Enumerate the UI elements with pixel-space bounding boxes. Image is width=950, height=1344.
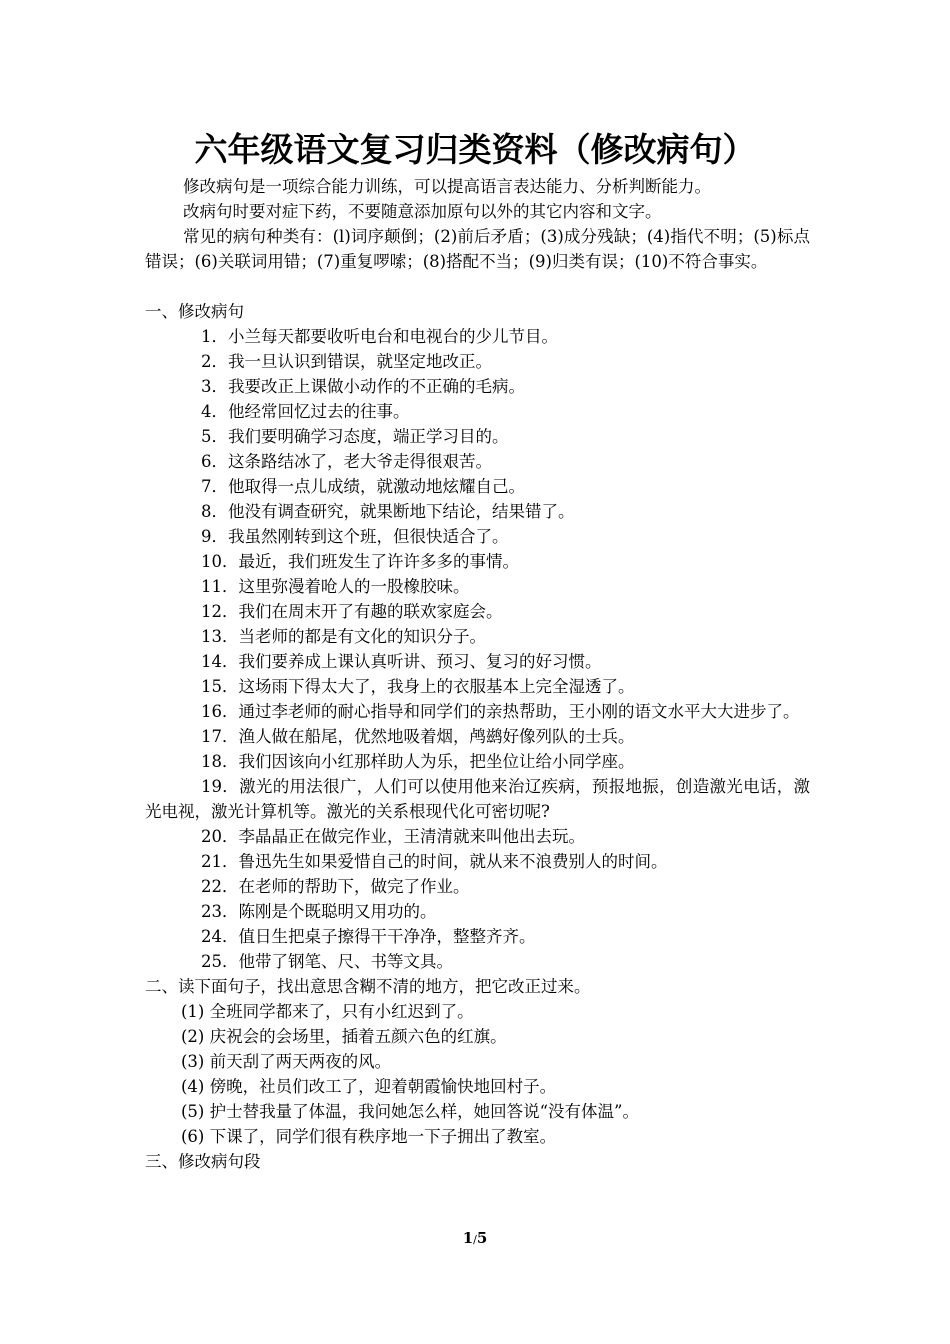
intro-paragraph: 常见的病句种类有：(l)词序颠倒；(2)前后矛盾；(3)成分残缺；(4)指代不明；(5)标点错误；(6)关联词用错；(7)重复啰嗦；(8)搭配不当；(9)归类有误；(10)不符合事实。: [145, 227, 810, 271]
exercise-item: 13．当老师的都是有文化的知识分子。: [201, 627, 486, 646]
exercise-item: 25．他带了钢笔、尺、书等文具。: [201, 952, 453, 971]
page-number: [0, 1228, 950, 1250]
exercise-item: 16．通过李老师的耐心指导和同学们的亲热帮助，王小刚的语文水平大大进步了。: [201, 702, 800, 721]
intro-paragraph: 改病句时要对症下药，不要随意添加原句以外的其它内容和文字。: [183, 202, 662, 221]
exercise-item: 23．陈刚是个既聪明又用功的。: [201, 902, 437, 921]
exercise-item: 21．鲁迅先生如果爱惜自己的时间，就从来不浪费别人的时间。: [201, 852, 668, 871]
exercise-item: 3．我要改正上课做小动作的不正确的毛病。: [201, 377, 525, 396]
exercise-item: (4) 傍晚，社员们改工了，迎着朝霞愉快地回村子。: [181, 1077, 557, 1096]
exercise-item: (3) 前天刮了两天两夜的风。: [181, 1052, 392, 1071]
exercise-item: (6) 下课了，同学们很有秩序地一下子拥出了教室。: [181, 1127, 557, 1146]
intro-paragraph: 修改病句是一项综合能力训练，可以提高语言表达能力、分析判断能力。: [183, 177, 711, 196]
exercise-item: 10．最近，我们班发生了许许多多的事情。: [201, 552, 519, 571]
current-page: 1: [462, 1229, 474, 1247]
exercise-item: 15．这场雨下得太大了，我身上的衣服基本上完全湿透了。: [201, 677, 635, 696]
section-heading: 一、修改病句: [145, 302, 244, 321]
exercise-item: 5．我们要明确学习态度，端正学习目的。: [201, 427, 509, 446]
blank-line: [145, 274, 810, 299]
document-body: [145, 174, 810, 1174]
exercise-item: 11．这里弥漫着呛人的一股橡胶味。: [201, 577, 470, 596]
exercise-item: 12．我们在周末开了有趣的联欢家庭会。: [201, 602, 503, 621]
exercise-item: 17．渔人做在船尾，优然地吸着烟，鸬鹚好像列队的士兵。: [201, 727, 635, 746]
exercise-item: 14．我们要养成上课认真听讲、预习、复习的好习惯。: [201, 652, 602, 671]
exercise-item: (2) 庆祝会的会场里，插着五颜六色的红旗。: [181, 1027, 507, 1046]
exercise-item: 18．我们因该向小红那样助人为乐，把坐位让给小同学座。: [201, 752, 635, 771]
section-heading: 二、读下面句子，找出意思含糊不清的地方，把它改正过来。: [145, 977, 591, 996]
page-separator: /: [473, 1233, 477, 1246]
exercise-item: 7．他取得一点儿成绩，就激动地炫耀自己。: [201, 477, 525, 496]
exercise-item: 19．激光的用法很广，人们可以使用他来治辽疾病，预报地振，创造激光电话，激光电视，激光计算机等。激光的关系根现代化可密切呢?: [145, 777, 810, 821]
exercise-item: 1．小兰每天都要收听电台和电视台的少儿节目。: [201, 327, 558, 346]
exercise-item: 6．这条路结冰了，老大爷走得很艰苦。: [201, 452, 492, 471]
document-title: 六年级语文复习归类资料（修改病句）: [194, 130, 756, 169]
exercise-item: 22．在老师的帮助下，做完了作业。: [201, 877, 470, 896]
exercise-item: 24．值日生把桌子擦得干干净净，整整齐齐。: [201, 927, 536, 946]
exercise-item: 20．李晶晶正在做完作业，王清清就来叫他出去玩。: [201, 827, 585, 846]
total-pages: 5: [476, 1229, 488, 1247]
exercise-item: (5) 护士替我量了体温，我问她怎么样，她回答说“没有体温”。: [181, 1102, 639, 1121]
exercise-item: 2．我一旦认识到错误，就坚定地改正。: [201, 352, 492, 371]
exercise-item: 8．他没有调查研究，就果断地下结论，结果错了。: [201, 502, 575, 521]
exercise-item: 9．我虽然刚转到这个班，但很快适合了。: [201, 527, 509, 546]
exercise-item: (1) 全班同学都来了，只有小红迟到了。: [181, 1002, 474, 1021]
section-heading: 三、修改病句段: [145, 1152, 261, 1171]
exercise-item: 4．他经常回忆过去的往事。: [201, 402, 410, 421]
